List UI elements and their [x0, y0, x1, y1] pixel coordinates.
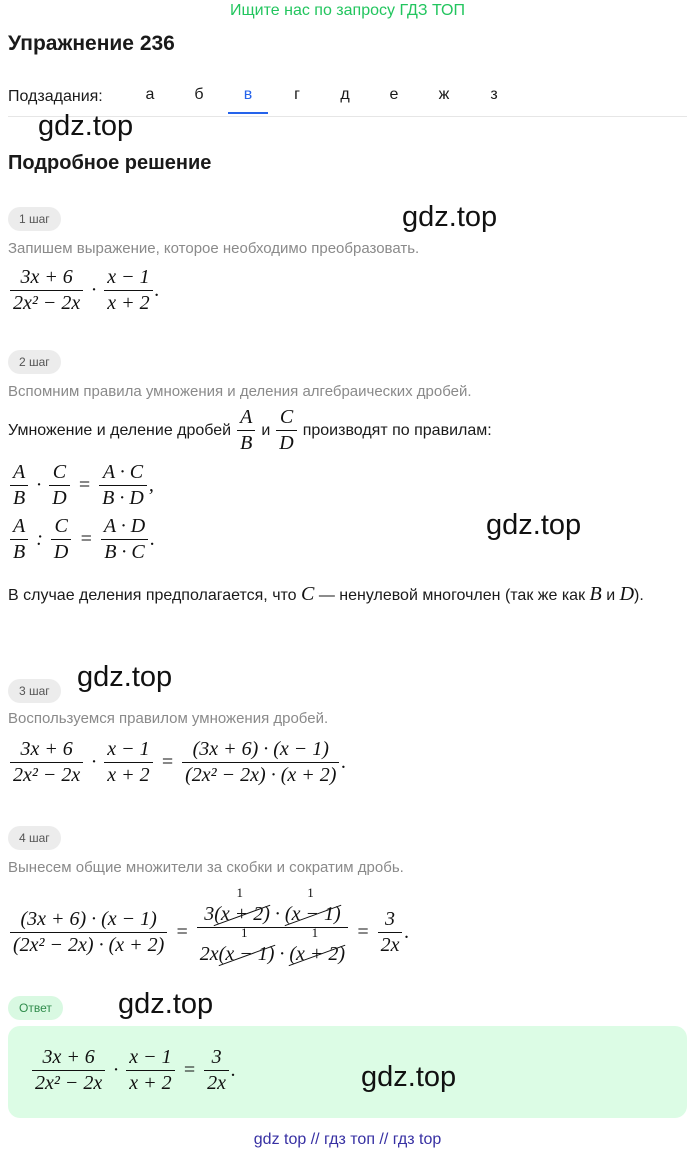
- cancelled-denominator: 2x 1 (x − 1) · 1 (x + 2): [199, 925, 346, 965]
- numerator: x − 1: [104, 265, 152, 291]
- numerator: A: [10, 460, 28, 486]
- step-3-hint: Воспользуемся правилом умножения дробей.: [8, 710, 329, 727]
- denominator: D: [52, 487, 67, 509]
- step-3-expression: $\frac{3x + 6}{\text{2x² − 2x}}$ · $\frac{x - 1}{x + 2}$ = $\frac{(3x + 6) \cdot (x - 1)}{\text{(2x² − 2x) · (x + 2)}}$ .: [8, 737, 346, 788]
- denominator: 2x: [380, 934, 400, 956]
- numerator: A: [10, 514, 28, 540]
- answer-expression: $\frac{3x + 6}{\text{2x² − 2x}}$ · $\frac{x - 1}{x + 2}$ = $\frac{3}{2x}$ .: [30, 1045, 236, 1096]
- step-1-badge: 1 шаг: [8, 207, 61, 231]
- answer-badge: Ответ: [8, 996, 63, 1020]
- cancelled-factor: [214, 885, 270, 927]
- denominator: B: [240, 432, 253, 454]
- coefficient: 3: [204, 903, 215, 925]
- cancel-mark: 1: [311, 925, 319, 940]
- subtask-tab-v[interactable]: в: [228, 86, 268, 114]
- rule-text-a: Умножение и деление дробей: [8, 421, 232, 439]
- math-var: C: [301, 583, 315, 605]
- denominator: D: [53, 541, 69, 563]
- numerator: x − 1: [126, 1045, 174, 1071]
- numerator: (3x + 6) · (x − 1): [182, 737, 339, 763]
- denominator: 2x: [207, 1072, 227, 1094]
- step-3-badge: 3 шаг: [8, 679, 61, 703]
- denominator: B · D: [102, 487, 144, 509]
- subtask-tab-g[interactable]: г: [294, 86, 300, 103]
- denominator: B: [13, 541, 26, 563]
- numerator: A · C: [99, 460, 147, 486]
- denominator: (2x² − 2x) · (x + 2): [13, 934, 165, 956]
- watermark: gdz.top: [402, 201, 498, 233]
- watermark: gdz.top: [118, 988, 214, 1020]
- cancel-mark: 1: [307, 885, 314, 900]
- step-1-expression: $\frac{3x + 6}{\text{2x² − 2x}}$ · $\frac{x - 1}{x + 2}$ .: [8, 265, 160, 316]
- cancelled-numerator: 3 1 (x + 2) · 1 (x − 1): [197, 898, 348, 928]
- denominator: B · C: [104, 541, 145, 563]
- denominator: x + 2: [107, 764, 150, 786]
- subtask-tab-zh[interactable]: ж: [438, 86, 450, 103]
- numerator: C: [49, 460, 69, 486]
- denominator: x + 2: [107, 292, 150, 314]
- cancelled-factor: [218, 925, 275, 967]
- denominator: 2x² − 2x: [13, 764, 81, 786]
- numerator: A: [237, 405, 255, 431]
- step-4-hint: Вынесем общие множители за скобки и сократим дробь.: [8, 859, 404, 876]
- numerator: C: [51, 514, 71, 540]
- factor: (x − 1): [218, 943, 275, 965]
- division-note: [8, 578, 688, 612]
- solution-heading: Подробное решение: [8, 152, 212, 174]
- subtask-tab-a[interactable]: а: [145, 86, 155, 103]
- cancelled-factor: [289, 925, 346, 967]
- factor: (x − 1): [284, 903, 341, 925]
- numerator: (3x + 6) · (x − 1): [10, 907, 167, 933]
- note-text: ).: [634, 587, 644, 604]
- coefficient: 2x: [199, 943, 219, 965]
- step-4-expression: $\frac{(3x + 6) \cdot (x - 1)}{\text{(2x² − 2x) · (x + 2)}}$ = 3 1 (x + 2) · 1 (x − 1) 2x 1 (x − 1) · 1 (x + 2) = $\frac{3}{2x}$ .: [8, 898, 409, 967]
- subtask-tab-d[interactable]: д: [340, 86, 350, 103]
- numerator: C: [276, 405, 296, 431]
- math-var: D: [619, 583, 635, 605]
- rule-text-and: и: [261, 421, 271, 439]
- watermark: gdz.top: [486, 509, 582, 541]
- cancelled-factor: [284, 885, 341, 927]
- math-var: B: [589, 583, 602, 605]
- division-rule: $\frac{A}{B}$ : $\frac{C}{D}$ = $\frac{A \cdot D}{B \cdot C}$ .: [8, 514, 155, 565]
- numerator: 3x + 6: [10, 265, 83, 291]
- denominator: 2x² − 2x: [13, 292, 81, 314]
- cancel-mark: 1: [236, 885, 243, 900]
- numerator: A · D: [101, 514, 148, 540]
- subtask-tab-z[interactable]: з: [490, 86, 498, 103]
- cancel-mark: 1: [240, 925, 248, 940]
- footer-links[interactable]: gdz top // гдз топ // гдз top: [253, 1131, 442, 1148]
- numerator: x − 1: [104, 737, 152, 763]
- watermark: gdz.top: [38, 110, 134, 142]
- note-text: и: [606, 587, 616, 604]
- watermark: gdz.top: [77, 661, 173, 693]
- note-text: — ненулевой многочлен (так же как: [318, 587, 586, 604]
- numerator: 3x + 6: [10, 737, 83, 763]
- step-2-hint: Вспомним правила умножения и деления алгебраических дробей.: [8, 383, 472, 400]
- subtasks-label: Подзадания:: [8, 88, 103, 105]
- subtask-tab-b[interactable]: б: [194, 86, 204, 103]
- promo-banner: Ищите нас по запросу ГДЗ ТОП: [230, 2, 465, 19]
- numerator: 3: [378, 907, 403, 933]
- numerator: 3x + 6: [32, 1045, 105, 1071]
- denominator: D: [279, 432, 294, 454]
- multiplication-rule: $\frac{A}{B}$ · $\frac{C}{D}$ = $\frac{A \cdot C}{B \cdot D}$ ,: [8, 460, 154, 511]
- factor: (x + 2): [289, 943, 346, 965]
- numerator: 3: [204, 1045, 229, 1071]
- page-title: Упражнение 236: [8, 32, 175, 55]
- factor: (x + 2): [214, 903, 270, 925]
- step-2-rule-intro: [8, 405, 492, 456]
- watermark: gdz.top: [361, 1061, 457, 1093]
- subtask-tab-e[interactable]: е: [389, 86, 399, 103]
- step-1-hint: Запишем выражение, которое необходимо преобразовать.: [8, 240, 420, 257]
- denominator: x + 2: [129, 1072, 172, 1094]
- step-2-badge: 2 шаг: [8, 350, 61, 374]
- note-text: В случае деления предполагается, что: [8, 587, 297, 604]
- denominator: (2x² − 2x) · (x + 2): [185, 764, 337, 786]
- rule-text-b: производят по правилам:: [302, 421, 492, 439]
- denominator: 2x² − 2x: [35, 1072, 103, 1094]
- denominator: B: [13, 487, 26, 509]
- step-4-badge: 4 шаг: [8, 826, 61, 850]
